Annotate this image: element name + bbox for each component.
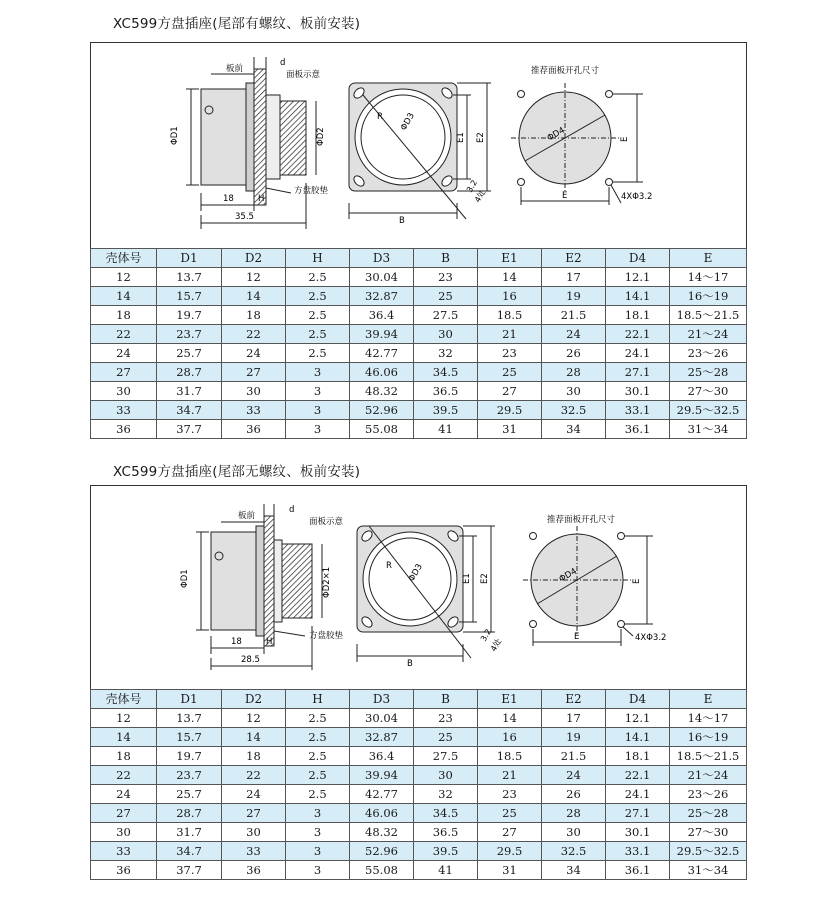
- table-cell: 33: [91, 842, 157, 861]
- label-phi-d1: ΦD1: [170, 126, 180, 145]
- table-cell: 25.7: [157, 785, 222, 804]
- column-header: H: [286, 690, 350, 709]
- table-cell: 14～17: [670, 709, 747, 728]
- table-cell: 39.5: [414, 401, 478, 420]
- table-cell: 12: [91, 268, 157, 287]
- label-panel-indicator: 面板示意: [309, 517, 344, 527]
- table-cell: 36.1: [606, 861, 670, 880]
- table-cell: 18.5: [478, 306, 542, 325]
- cutout-view: [523, 526, 653, 646]
- label-panel-front: 板前: [238, 511, 256, 521]
- table-cell: 41: [414, 420, 478, 439]
- label-total-length: 28.5: [241, 655, 260, 665]
- table-cell: 25: [414, 287, 478, 306]
- spec-table-unthreaded: [90, 689, 747, 880]
- label-total-length: 35.5: [235, 212, 254, 222]
- table-cell: 15.7: [157, 728, 222, 747]
- label-r: R: [377, 112, 383, 122]
- side-view: [186, 57, 316, 229]
- table-cell: 14: [478, 268, 542, 287]
- table-cell: 21: [478, 766, 542, 785]
- front-view: [357, 526, 495, 662]
- table-cell: 52.96: [350, 401, 414, 420]
- table-cell: 30.04: [350, 268, 414, 287]
- table-cell: 27: [222, 804, 286, 823]
- table-cell: 39.5: [414, 842, 478, 861]
- label-4-places: 4处: [488, 637, 504, 653]
- table-cell: 24: [222, 344, 286, 363]
- table-cell: 28.7: [157, 804, 222, 823]
- table-cell: 34.5: [414, 804, 478, 823]
- technical-drawing-unthreaded: [91, 486, 746, 690]
- column-header: D4: [606, 690, 670, 709]
- table-cell: 16～19: [670, 728, 747, 747]
- label-phi-d2: ΦD2: [316, 127, 326, 146]
- label-e1: E1: [456, 132, 466, 143]
- table-cell: 27.5: [414, 306, 478, 325]
- label-phi-d2: ΦD2×1: [322, 566, 332, 598]
- table-row: [91, 268, 747, 287]
- table-cell: 36: [222, 861, 286, 880]
- table-cell: 23.7: [157, 325, 222, 344]
- label-cutout-title: 推荐面板开孔尺寸: [547, 515, 616, 525]
- table-cell: 3: [286, 363, 350, 382]
- drawing-unthreaded: [90, 485, 747, 691]
- table-cell: 37.7: [157, 861, 222, 880]
- table-row: [91, 766, 747, 785]
- table-cell: 13.7: [157, 268, 222, 287]
- table-cell: 36.5: [414, 823, 478, 842]
- cutout-view: [511, 83, 643, 205]
- front-view: [349, 83, 491, 219]
- table-row: [91, 823, 747, 842]
- table-cell: 36: [222, 420, 286, 439]
- table-cell: 31.7: [157, 382, 222, 401]
- table-cell: 21.5: [542, 747, 606, 766]
- table-cell: 12: [222, 268, 286, 287]
- table-cell: 34: [542, 420, 606, 439]
- table-cell: 24.1: [606, 785, 670, 804]
- table-cell: 29.5～32.5: [670, 401, 747, 420]
- table-cell: 21.5: [542, 306, 606, 325]
- table-cell: 22: [91, 325, 157, 344]
- label-phi-d1: ΦD1: [180, 569, 190, 588]
- table-cell: 12: [91, 709, 157, 728]
- table-row: [91, 804, 747, 823]
- table-cell: 30: [91, 823, 157, 842]
- table-cell: 22: [222, 766, 286, 785]
- label-e2: E2: [480, 573, 490, 584]
- table-cell: 30: [222, 382, 286, 401]
- table-cell: 34.7: [157, 401, 222, 420]
- table-cell: 27: [478, 382, 542, 401]
- table-cell: 30.1: [606, 823, 670, 842]
- table-cell: 27.1: [606, 363, 670, 382]
- table-cell: 3: [286, 861, 350, 880]
- column-header: D2: [222, 249, 286, 268]
- table-row: [91, 306, 747, 325]
- column-header: 壳体号: [91, 249, 157, 268]
- label-phi-d3: ΦD3: [398, 111, 417, 133]
- table-cell: 55.08: [350, 420, 414, 439]
- label-phi-d3: ΦD3: [406, 562, 425, 584]
- table-row: [91, 363, 747, 382]
- table-cell: 24: [542, 325, 606, 344]
- column-header: E2: [542, 690, 606, 709]
- spec-table-threaded: [90, 248, 747, 439]
- label-e2: E2: [476, 132, 486, 143]
- table-cell: 32: [414, 344, 478, 363]
- table-header-row: [91, 690, 747, 709]
- table-cell: 22: [91, 766, 157, 785]
- table-cell: 36.1: [606, 420, 670, 439]
- table-cell: 16: [478, 287, 542, 306]
- table-row: [91, 382, 747, 401]
- table-cell: 3: [286, 382, 350, 401]
- table-row: [91, 344, 747, 363]
- table-cell: 26: [542, 785, 606, 804]
- table-cell: 32.87: [350, 728, 414, 747]
- table-cell: 23.7: [157, 766, 222, 785]
- table-cell: 31: [478, 420, 542, 439]
- label-4-places: 4处: [472, 188, 488, 204]
- table-cell: 24: [222, 785, 286, 804]
- table-cell: 14: [478, 709, 542, 728]
- table-cell: 36: [91, 420, 157, 439]
- table-cell: 19: [542, 287, 606, 306]
- table-cell: 25～28: [670, 804, 747, 823]
- table-row: [91, 401, 747, 420]
- table-cell: 27.1: [606, 804, 670, 823]
- table-cell: 37.7: [157, 420, 222, 439]
- column-header: D3: [350, 690, 414, 709]
- table-cell: 2.5: [286, 306, 350, 325]
- table-cell: 25: [414, 728, 478, 747]
- section-title-unthreaded: XC599方盘插座(尾部无螺纹、板前安装): [113, 464, 361, 480]
- table-cell: 23～26: [670, 344, 747, 363]
- table-cell: 18.1: [606, 747, 670, 766]
- table-cell: 31: [478, 861, 542, 880]
- table-cell: 24: [91, 344, 157, 363]
- table-row: [91, 728, 747, 747]
- label-18: 18: [231, 637, 242, 647]
- table-cell: 41: [414, 861, 478, 880]
- table-cell: 17: [542, 268, 606, 287]
- label-square-gasket: 方盘胶垫: [294, 186, 329, 196]
- table-cell: 29.5: [478, 842, 542, 861]
- table-cell: 36.5: [414, 382, 478, 401]
- table-cell: 34.7: [157, 842, 222, 861]
- column-header: D1: [157, 690, 222, 709]
- label-holes: 4XΦ3.2: [635, 633, 667, 643]
- table-cell: 2.5: [286, 325, 350, 344]
- table-cell: 39.94: [350, 325, 414, 344]
- label-d: d: [280, 58, 286, 68]
- table-cell: 3: [286, 804, 350, 823]
- side-view: [196, 504, 322, 670]
- table-cell: 2.5: [286, 728, 350, 747]
- table-cell: 18.5～21.5: [670, 306, 747, 325]
- table-cell: 42.77: [350, 785, 414, 804]
- table-cell: 24: [91, 785, 157, 804]
- table-cell: 13.7: [157, 709, 222, 728]
- column-header: D4: [606, 249, 670, 268]
- table-cell: 18: [222, 747, 286, 766]
- label-e-horizontal: E: [574, 632, 580, 642]
- column-header: E2: [542, 249, 606, 268]
- table-cell: 23: [478, 785, 542, 804]
- table-cell: 27～30: [670, 823, 747, 842]
- table-cell: 2.5: [286, 268, 350, 287]
- table-cell: 18: [222, 306, 286, 325]
- table-cell: 25.7: [157, 344, 222, 363]
- table-cell: 19.7: [157, 306, 222, 325]
- table-cell: 21～24: [670, 325, 747, 344]
- label-d: d: [289, 505, 295, 515]
- table-cell: 23: [414, 268, 478, 287]
- table-cell: 23: [414, 709, 478, 728]
- table-row: [91, 785, 747, 804]
- label-square-gasket: 方盘胶垫: [309, 631, 344, 641]
- table-cell: 27: [222, 363, 286, 382]
- table-row: [91, 861, 747, 880]
- table-cell: 14.1: [606, 287, 670, 306]
- table-cell: 28: [542, 363, 606, 382]
- technical-drawing-threaded: [91, 43, 746, 249]
- table-cell: 12: [222, 709, 286, 728]
- drawing-threaded: [90, 42, 747, 250]
- table-cell: 46.06: [350, 363, 414, 382]
- table-cell: 31～34: [670, 420, 747, 439]
- column-header: D3: [350, 249, 414, 268]
- table-cell: 31～34: [670, 861, 747, 880]
- table-cell: 36.4: [350, 306, 414, 325]
- table-cell: 33: [91, 401, 157, 420]
- table-cell: 30: [414, 766, 478, 785]
- table-cell: 32.87: [350, 287, 414, 306]
- table-cell: 14: [91, 287, 157, 306]
- table-cell: 39.94: [350, 766, 414, 785]
- table-cell: 30: [414, 325, 478, 344]
- table-cell: 12.1: [606, 268, 670, 287]
- table-cell: 3: [286, 401, 350, 420]
- table-cell: 33.1: [606, 842, 670, 861]
- column-header: D1: [157, 249, 222, 268]
- table-cell: 2.5: [286, 747, 350, 766]
- table-cell: 18.1: [606, 306, 670, 325]
- table-row: [91, 420, 747, 439]
- table-cell: 36: [91, 861, 157, 880]
- table-cell: 48.32: [350, 823, 414, 842]
- table-cell: 21: [478, 325, 542, 344]
- table-cell: 52.96: [350, 842, 414, 861]
- table-cell: 2.5: [286, 344, 350, 363]
- section-title-threaded: XC599方盘插座(尾部有螺纹、板前安装): [113, 16, 361, 32]
- label-e-horizontal: E: [562, 191, 568, 201]
- table-cell: 30: [542, 382, 606, 401]
- table-row: [91, 842, 747, 861]
- label-b: B: [399, 216, 405, 226]
- table-row: [91, 709, 747, 728]
- table-cell: 14～17: [670, 268, 747, 287]
- table-cell: 34.5: [414, 363, 478, 382]
- table-cell: 18: [91, 306, 157, 325]
- table-cell: 14: [222, 728, 286, 747]
- table-cell: 23～26: [670, 785, 747, 804]
- label-e1: E1: [462, 573, 472, 584]
- table-cell: 18.5: [478, 747, 542, 766]
- table-cell: 2.5: [286, 785, 350, 804]
- table-cell: 32.5: [542, 401, 606, 420]
- table-cell: 34: [542, 861, 606, 880]
- table-cell: 30.1: [606, 382, 670, 401]
- table-cell: 24.1: [606, 344, 670, 363]
- table-cell: 14.1: [606, 728, 670, 747]
- table-cell: 15.7: [157, 287, 222, 306]
- table-cell: 33: [222, 401, 286, 420]
- table-cell: 27: [91, 363, 157, 382]
- label-e-vertical: E: [620, 136, 630, 142]
- table-cell: 19.7: [157, 747, 222, 766]
- label-b: B: [407, 659, 413, 669]
- table-cell: 22.1: [606, 325, 670, 344]
- table-cell: 18.5～21.5: [670, 747, 747, 766]
- table-cell: 26: [542, 344, 606, 363]
- table-cell: 30: [91, 382, 157, 401]
- table-cell: 28.7: [157, 363, 222, 382]
- table-cell: 25～28: [670, 363, 747, 382]
- table-cell: 12.1: [606, 709, 670, 728]
- table-cell: 28: [542, 804, 606, 823]
- table-cell: 30: [222, 823, 286, 842]
- table-cell: 27: [478, 823, 542, 842]
- column-header: B: [414, 249, 478, 268]
- table-cell: 21～24: [670, 766, 747, 785]
- table-cell: 27～30: [670, 382, 747, 401]
- label-panel-indicator: 面板示意: [286, 70, 321, 80]
- table-cell: 46.06: [350, 804, 414, 823]
- table-cell: 22.1: [606, 766, 670, 785]
- label-e-vertical: E: [632, 578, 642, 584]
- column-header: H: [286, 249, 350, 268]
- column-header: E: [670, 249, 747, 268]
- table-cell: 2.5: [286, 766, 350, 785]
- table-cell: 55.08: [350, 861, 414, 880]
- table-cell: 36.4: [350, 747, 414, 766]
- table-cell: 25: [478, 363, 542, 382]
- table-cell: 42.77: [350, 344, 414, 363]
- table-cell: 48.32: [350, 382, 414, 401]
- table-cell: 2.5: [286, 287, 350, 306]
- table-cell: 3: [286, 823, 350, 842]
- table-cell: 19: [542, 728, 606, 747]
- label-holes: 4XΦ3.2: [621, 192, 653, 202]
- label-cutout-title: 推荐面板开孔尺寸: [531, 66, 600, 76]
- table-cell: 2.5: [286, 709, 350, 728]
- table-row: [91, 325, 747, 344]
- table-cell: 27: [91, 804, 157, 823]
- table-cell: 33: [222, 842, 286, 861]
- table-cell: 29.5: [478, 401, 542, 420]
- table-cell: 27.5: [414, 747, 478, 766]
- table-cell: 29.5～32.5: [670, 842, 747, 861]
- label-phi-d4: ΦD4: [557, 566, 579, 585]
- table-cell: 23: [478, 344, 542, 363]
- label-r: R: [386, 561, 392, 571]
- table-cell: 25: [478, 804, 542, 823]
- table-cell: 33.1: [606, 401, 670, 420]
- label-18: 18: [223, 194, 234, 204]
- table-cell: 18: [91, 747, 157, 766]
- table-header-row: [91, 249, 747, 268]
- table-cell: 22: [222, 325, 286, 344]
- table-cell: 30: [542, 823, 606, 842]
- table-cell: 17: [542, 709, 606, 728]
- table-cell: 3: [286, 420, 350, 439]
- table-cell: 3: [286, 842, 350, 861]
- column-header: D2: [222, 690, 286, 709]
- label-h: H: [258, 194, 265, 204]
- table-row: [91, 287, 747, 306]
- table-cell: 14: [222, 287, 286, 306]
- table-cell: 31.7: [157, 823, 222, 842]
- table-row: [91, 747, 747, 766]
- table-cell: 32.5: [542, 842, 606, 861]
- label-3-2: 3.2: [464, 178, 480, 194]
- table-cell: 16: [478, 728, 542, 747]
- column-header: E: [670, 690, 747, 709]
- label-panel-front: 板前: [226, 64, 244, 74]
- label-3-2: 3.2: [478, 627, 494, 643]
- table-cell: 24: [542, 766, 606, 785]
- label-phi-d4: ΦD4: [545, 125, 567, 144]
- column-header: E1: [478, 249, 542, 268]
- table-cell: 14: [91, 728, 157, 747]
- label-h: H: [266, 637, 273, 647]
- column-header: 壳体号: [91, 690, 157, 709]
- column-header: E1: [478, 690, 542, 709]
- column-header: B: [414, 690, 478, 709]
- table-cell: 16～19: [670, 287, 747, 306]
- table-cell: 32: [414, 785, 478, 804]
- table-cell: 30.04: [350, 709, 414, 728]
